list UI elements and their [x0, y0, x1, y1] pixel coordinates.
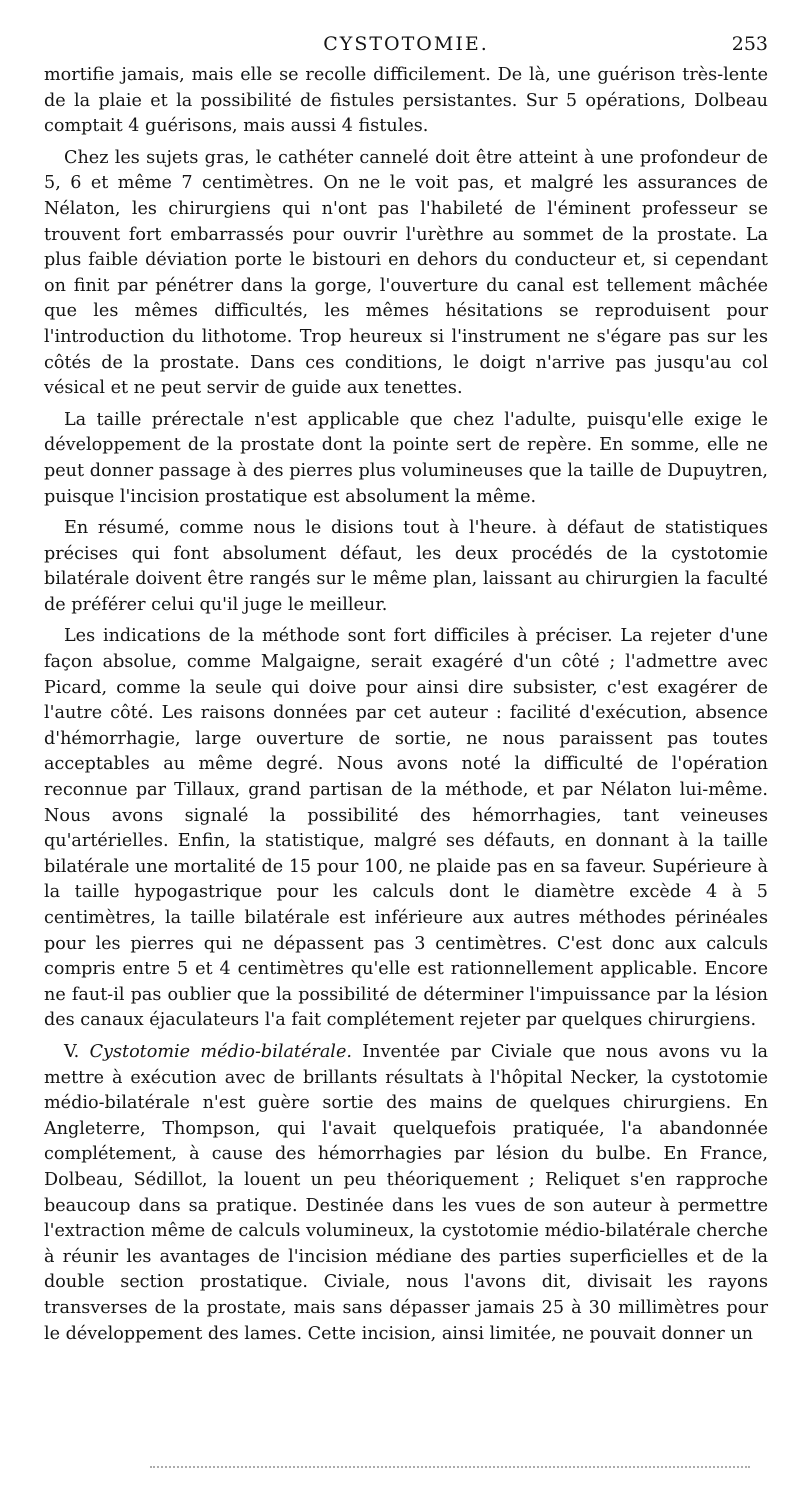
paragraph-section-v	[44, 1040, 768, 1347]
paragraph-indications: Les indications de la méthode sont fort difficiles à préciser. La rejeter d'une façon absolue, comme Malgaigne, serait exagéré d'un côté ; l'admettre avec Picard, comme la seule qui doive pour ainsi dire subsister, c'est exagérer de l'autre côté. Les raisons données par cet auteur : facilité d'exécution, absence d'hémorrhagie, large ouverture de sortie, ne nous paraissent pas toutes acceptables au même degré. Nous avons noté la difficulté de l'opération reconnue par Tillaux, grand partisan de la méthode, et par Nélaton lui-même. Nous avons signalé la possibilité des hémorrhagies, tant veineuses qu'artérielles. Enfin, la statistique, malgré ses défauts, en donnant à la taille bilatérale une mortalité de 15 pour 100, ne plaide pas en sa faveur. Supérieure à la taille hypogastrique pour les calculs dont le diamètre excède 4 à 5 centimètres, la taille bilatérale est inférieure aux autres méthodes périnéales pour les pierres qui ne dépassent pas 3 centimètres. C'est donc aux calculs compris entre 5 et 4 centimètres qu'elle est rationnellement applicable. Encore ne faut-il pas oublier que la possibilité de déterminer l'impuissance par la lésion des canaux éjaculateurs l'a fait complétement rejeter par quelques chirurgiens.	[44, 626, 768, 1031]
paragraph-cathéter: Chez les sujets gras, le cathéter cannelé doit être atteint à une profondeur de 5, 6 et même 7 centimètres. On ne le voit pas, et malgré les assurances de Nélaton, les chirurgiens qui n'ont pas l'habileté de l'éminent professeur se trouvent fort embarrassés pour ouvrir l'urèthre au sommet de la prostate. La plus faible déviation porte le bistouri en dehors du conducteur et, si cependant on finit par pénétrer dans la gorge, l'ouverture du canal est tellement mâchée que les mêmes difficultés, les mêmes hésitations se reproduisent pour l'introduction du lithotome. Trop heureux si l'instrument ne s'égare pas sur les côtés de la prostate. Dans ces conditions, le doigt n'arrive pas jusqu'au col vésical et ne peut servir de guide aux tenettes.	[44, 147, 768, 399]
running-title: CYSTOTOMIE.	[323, 33, 489, 55]
bleed-through-line	[150, 1466, 750, 1468]
running-header	[44, 30, 768, 58]
paragraph-taille-prerectale: La taille prérectale n'est applicable que chez l'adulte, puisqu'elle exige le développement de la prostate dont la pointe sert de repère. En somme, elle ne peut donner passage à des pierres plus volumineuses que la taille de Dupuytren, puisque l'incision prostatique est absolument la même.	[44, 409, 768, 507]
body-text	[44, 63, 768, 1347]
paragraph-resume: En résumé, comme nous le disions tout à l'heure. à défaut de statistiques précises qui font absolument défaut, les deux procédés de la cystotomie bilatérale doivent être rangés sur le même plan, laissant au chirurgien la faculté de préférer celui qu'il juge le meilleur.	[44, 518, 768, 615]
page-number: 253	[731, 33, 768, 55]
section-title: Cystotomie médio-bilatérale.	[89, 1041, 352, 1062]
section-number: V.	[64, 1041, 90, 1062]
section-text: Inventée par Civiale que nous avons vu la mettre à exécution avec de brillants résultats à l'hôpital Necker, la cystotomie médio-bilatérale n'est guère sortie des mains de quelques chirurgiens. En Angleterre, Thompson, qui l'avait quelquefois pratiquée, l'a abandonnée complétement, à cause des hémorrhagies par lésion du bulbe. En France, Dolbeau, Sédillot, la louent un peu théoriquement ; Reliquet s'en rapproche beaucoup dans sa pratique. Destinée dans les vues de son auteur à permettre l'extraction même de calculs volumineux, la cystotomie médio-bilatérale cherche à réunir les avantages de l'incision médiane des parties superficielles et de la double section prostatique. Civiale, nous l'avons dit, divisait les rayons transverses de la prostate, mais sans dépasser jamais 25 à 30 millimètres pour le développement des lames. Cette incision, ainsi limitée, ne pouvait donner un	[44, 1041, 769, 1344]
paragraph-continuation: mortifie jamais, mais elle se recolle difficilement. De là, une guérison très-lente de la plaie et la possibilité de fistules persistantes. Sur 5 opérations, Dolbeau comptait 4 guérisons, mais aussi 4 fistules.	[44, 65, 768, 137]
